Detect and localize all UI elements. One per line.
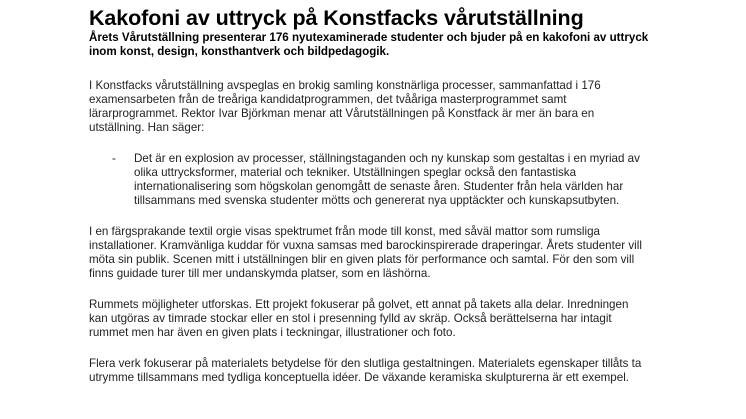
material-paragraph: Flera verk fokuserar på materialets betydelse för den slutliga gestaltningen. Materialets egenskaper tillåts ta utrymme tillsammans med tydliga konceptuella idéer. De växande keramiska skulpturerna är ett exempel. [89,357,642,384]
article-title: Kakofoni av uttryck på Konstfacks vårutställning [89,6,584,30]
bullet-dash: - [112,152,116,165]
quote-text: Det är en explosion av processer, ställningstaganden och ny kunskap som gestaltas i en myriad av olika uttrycksformer, material och tekniker. Utställningen speglar också den fantastiska internationalisering som högskolan genomgått de senaste åren. Studenter från hela världen har tillsammans med svenska studenter mötts och genererat nya upptäckter och kunskapsutbyten. [134,152,640,207]
room-paragraph: Rummets möjligheter utforskas. Ett projekt fokuserar på golvet, ett annat på takets alla delar. Inredningen kan utgöras av timrade stockar eller en stol i presenning fylld av skräp. Också berättelserna har intagit rummet men har även en given plats i teckningar, illustrationer och foto. [89,298,629,339]
quote-block [89,152,649,208]
document-body [89,6,649,385]
intro-paragraph: I Konstfacks vårutställning avspeglas en brokig samling konstnärliga processer, sammanfattad i 176 examensarbeten från de treåriga kandidatprogrammen, det tvååriga masterprogrammet samt lärarprogrammet. Rektor Ivar Björkman menar att Vårutställningen på Konstfack är mer än bara en utställning. Han säger: [89,79,601,134]
lead-paragraph: Årets Vårutställning presenterar 176 nyutexaminerade studenter och bjuder på en kakofoni av uttryck inom konst, design, konsthantverk och bildpedagogik. [89,31,649,58]
textile-paragraph: I en färgsprakande textil orgie visas spektrumet från mode till konst, med såväl mattor som rumsliga installationer. Kramvänliga kuddar för vuxna samsas med barockinspirerade draperingar. Årets studenter vill möta sin publik. Scenen mitt i utställningen blir en given plats för performance och samtal. För den som vill finns guidade turer till mer undanskymda platser, som en läshörna. [89,225,642,280]
